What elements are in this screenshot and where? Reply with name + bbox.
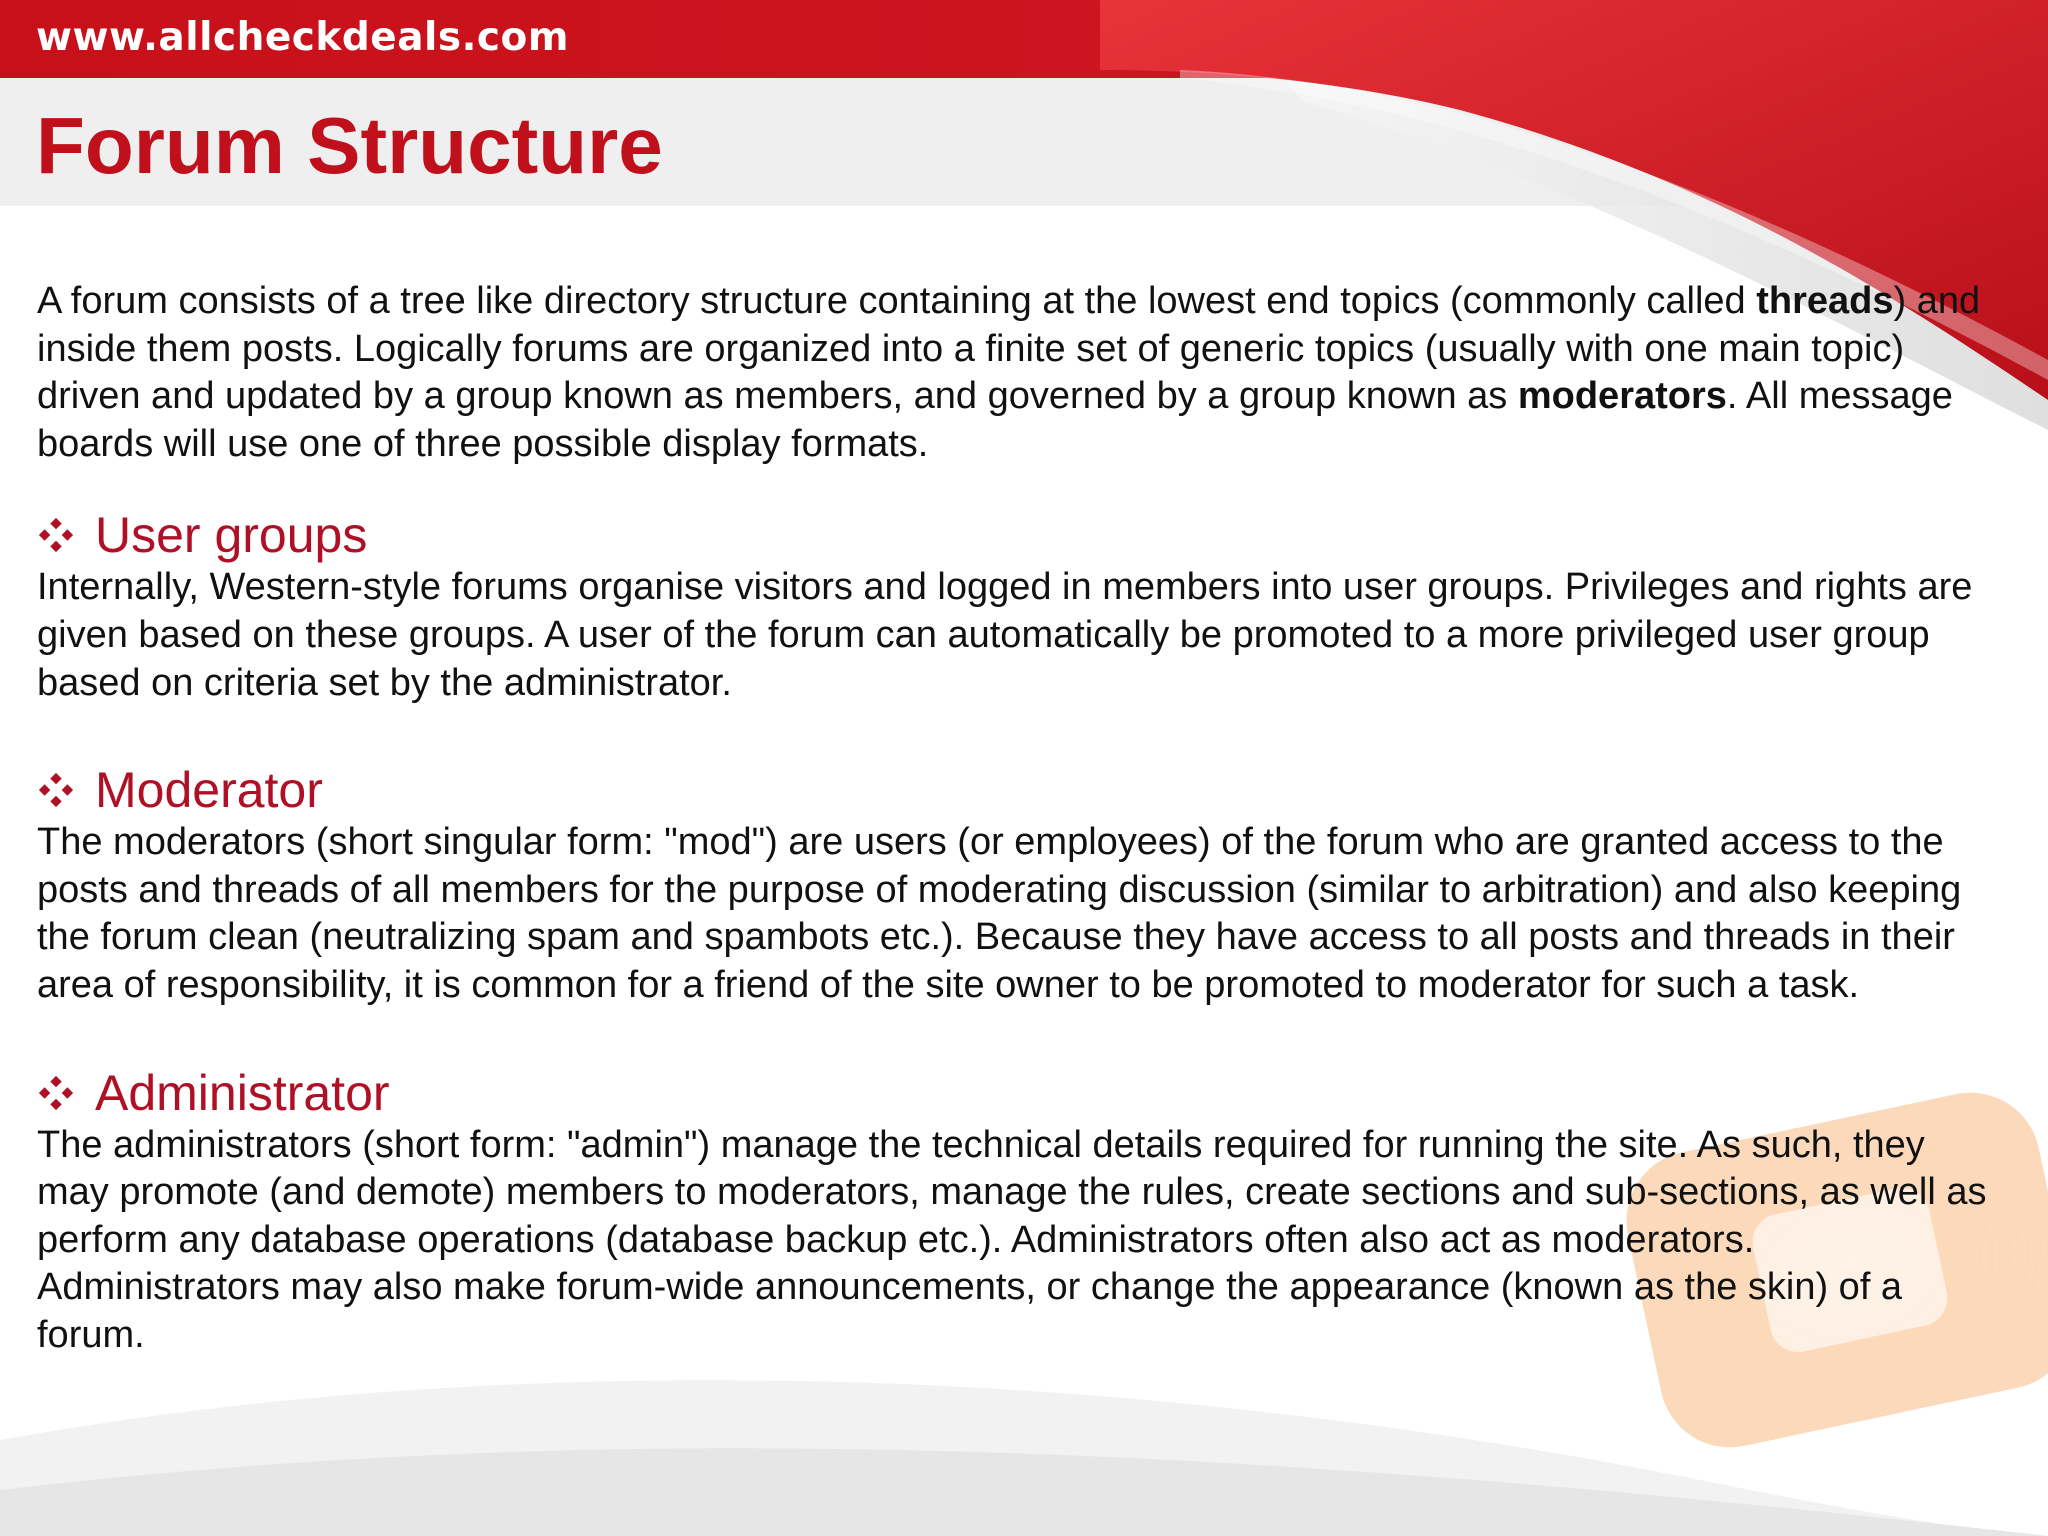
section-heading-row xyxy=(37,506,1987,564)
site-url[interactable]: www.allcheckdeals.com xyxy=(36,15,569,60)
section-heading: Administrator xyxy=(95,1064,390,1121)
section-administrator xyxy=(37,1064,1987,1360)
section-heading: User groups xyxy=(95,507,368,564)
intro-paragraph xyxy=(37,278,1987,468)
slide-title: Forum Structure xyxy=(36,101,663,190)
section-body: Internally, Western-style forums organise visitors and logged in members into user groups. Privileges and rights are given based on these groups. A user of the forum can automatically be promoted to a more privileged user group based on criteria set by the administrator. xyxy=(37,566,1973,704)
section-heading-row xyxy=(37,1064,1987,1122)
diamond-quad-bullet-icon xyxy=(37,516,75,554)
section-user-groups xyxy=(37,506,1987,707)
intro-text-1: A forum consists of a tree like directory structure containing at the lowest end topics (commonly called xyxy=(37,280,1757,322)
intro-text-2: ) and inside them posts. Logically forums are organized into a finite set of generic topics (usually with one main topic) driven and updated by a group known as members, and governed by a group known as xyxy=(37,280,1981,418)
section-heading: Moderator xyxy=(95,762,323,819)
section-moderator xyxy=(37,761,1987,1009)
section-body: The administrators (short form: "admin") manage the technical details required for running the site. As such, they may promote (and demote) members to moderators, manage the rules, create sections and sub-sections, as well as perform any database operations (database backup etc.). Administrators often also act as moderators. Administrators may also make forum-wide announcements, or change the appearance (known as the skin) of a forum. xyxy=(37,1123,1987,1356)
intro-bold-moderators: moderators xyxy=(1517,375,1727,418)
section-body: The moderators (short singular form: "mod") are users (or employees) of the forum who are granted access to the posts and threads of all members for the purpose of moderating discussion (similar to arbitration) and also keeping the forum clean (neutralizing spam and spambots etc.). Because they have access to all posts and threads in their area of responsibility, it is common for a friend of the site owner to be promoted to moderator for such a task. xyxy=(37,821,1962,1006)
slide-content xyxy=(37,278,1987,1414)
diamond-quad-bullet-icon xyxy=(37,1074,75,1112)
intro-text-3: . All message boards will use one of three possible display formats. xyxy=(37,375,1953,465)
intro-bold-threads: threads xyxy=(1756,280,1894,322)
diamond-quad-bullet-icon xyxy=(37,771,75,809)
section-heading-row xyxy=(37,761,1987,819)
